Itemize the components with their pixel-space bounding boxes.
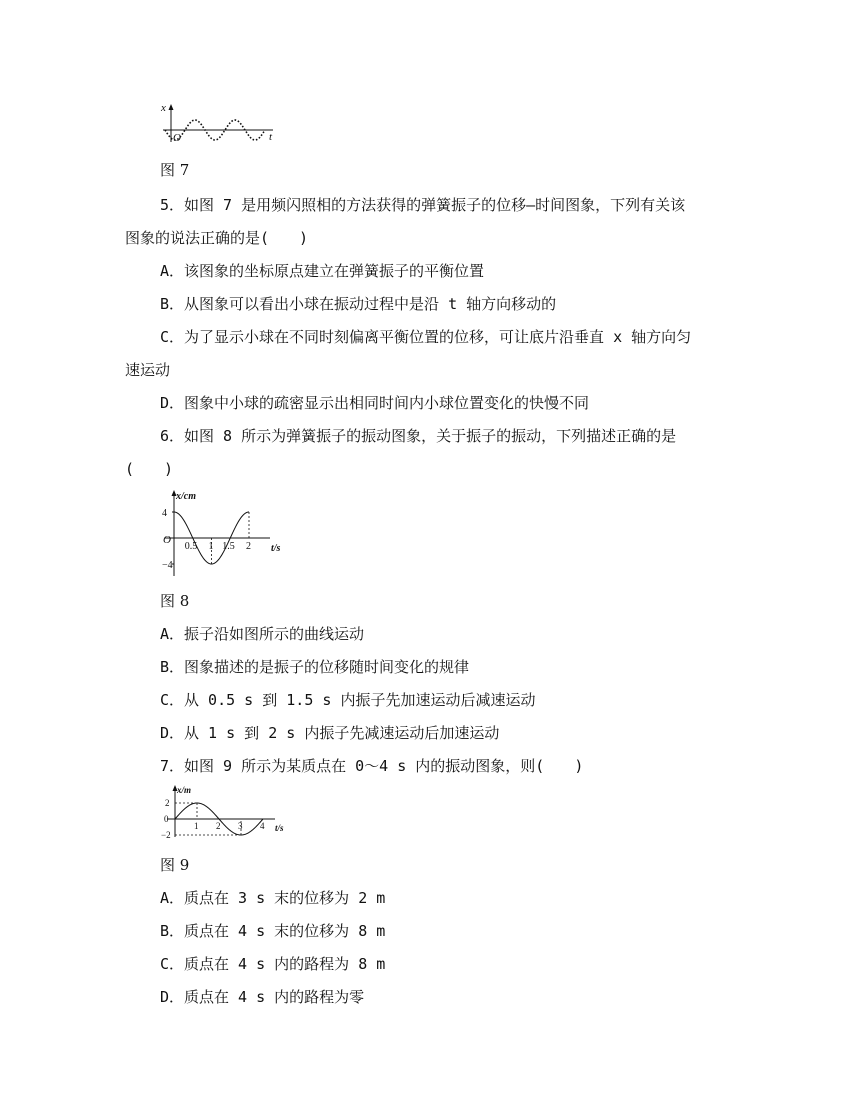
figure-9 — [155, 783, 295, 841]
fig9-x-tick-label: 2 — [216, 821, 221, 831]
fig9-x-tick-label: 3 — [238, 821, 243, 831]
fig8-x-tick-label: 1.5 — [222, 541, 235, 552]
fig7-x-label: x — [161, 102, 166, 114]
q6-stem-line2: ( ) — [125, 460, 174, 478]
figure-8 — [155, 488, 300, 583]
q5-option-d: D．图象中小球的疏密显示出相同时间内小球位置变化的快慢不同 — [160, 394, 590, 412]
figure-7 — [155, 100, 285, 150]
q6-option-a: A．振子沿如图所示的曲线运动 — [160, 625, 365, 643]
fig9-t-axis-label: t/s — [275, 823, 284, 833]
fig9-y-tick-label: 2 — [165, 798, 170, 808]
q5-option-c-line1: C．为了显示小球在不同时刻偏离平衡位置的位移，可让底片沿垂直 x 轴方向匀 — [160, 328, 692, 346]
q5-option-a: A．该图象的坐标原点建立在弹簧振子的平衡位置 — [160, 262, 485, 280]
figure-9-caption: 图 9 — [160, 856, 190, 874]
fig7-t-label: t — [269, 131, 273, 143]
q7-option-a: A．质点在 3 s 末的位移为 2 m — [160, 889, 386, 907]
fig8-x-tick-label: 1 — [208, 541, 214, 552]
q7-option-b: B．质点在 4 s 末的位移为 8 m — [160, 922, 386, 940]
fig8-origin-label: O — [163, 534, 171, 546]
q6-option-b: B．图象描述的是振子的位移随时间变化的规律 — [160, 658, 470, 676]
fig9-y-tick-label: −2 — [161, 830, 171, 840]
fig9-x-tick-label: 4 — [260, 821, 265, 831]
fig9-x-tick-label: 1 — [194, 821, 199, 831]
q5-option-c-line2: 速运动 — [125, 361, 171, 379]
fig9-origin-label: 0 — [164, 814, 169, 824]
q5-option-b: B．从图象可以看出小球在振动过程中是沿 t 轴方向移动的 — [160, 295, 557, 313]
figure-7-caption: 图 7 — [160, 161, 190, 179]
q5-stem-line2: 图象的说法正确的是( ) — [125, 229, 309, 247]
fig8-x-tick-label: 0.5 — [184, 541, 198, 552]
fig8-t-axis-label: t/s — [271, 543, 281, 554]
fig8-y-axis-label: x/cm — [176, 491, 196, 502]
figure-8-caption: 图 8 — [160, 592, 190, 610]
q7-stem: 7．如图 9 所示为某质点在 0～4 s 内的振动图象，则( ) — [160, 757, 584, 775]
fig8-y-tick-label: 4 — [162, 508, 167, 519]
q6-stem-line1: 6．如图 8 所示为弹簧振子的振动图象，关于振子的振动，下列描述正确的是 — [160, 427, 677, 445]
fig7-arrow-up — [169, 104, 174, 110]
fig7-origin-label: O — [173, 132, 181, 144]
fig8-y-tick-label: −4 — [162, 560, 173, 571]
q7-option-d: D．质点在 4 s 内的路程为零 — [160, 988, 365, 1006]
q7-option-c: C．质点在 4 s 内的路程为 8 m — [160, 955, 386, 973]
fig9-y-axis-label: x/m — [177, 785, 192, 795]
q6-option-c: C．从 0.5 s 到 1.5 s 内振子先加速运动后减速运动 — [160, 691, 536, 709]
q6-option-d: D．从 1 s 到 2 s 内振子先减速运动后加速运动 — [160, 724, 500, 742]
fig8-x-tick-label: 2 — [246, 541, 251, 552]
q5-stem-line1: 5．如图 7 是用频闪照相的方法获得的弹簧振子的位移—时间图象，下列有关该 — [160, 196, 686, 214]
